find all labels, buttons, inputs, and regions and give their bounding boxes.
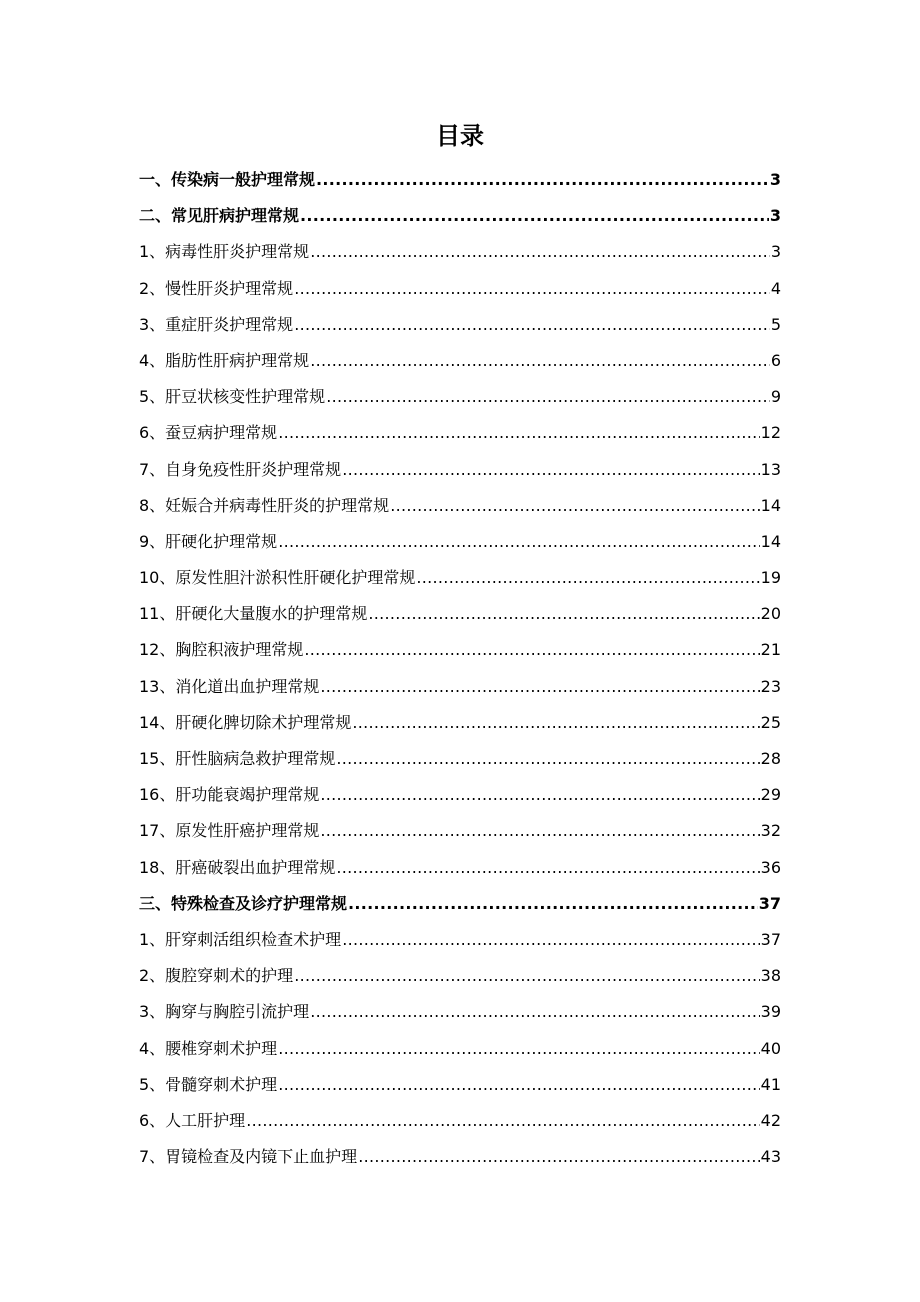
toc-dot-leader (358, 1139, 759, 1175)
toc-entry-page-number: 39 (760, 1002, 781, 1022)
toc-dot-leader (336, 850, 759, 886)
toc-entry[interactable] (139, 343, 781, 379)
toc-dot-leader (310, 343, 770, 379)
toc-entry[interactable] (139, 1031, 781, 1067)
toc-entry-label: 2、慢性肝炎护理常规 (139, 278, 294, 298)
toc-entry-label: 三、特殊检查及诊疗护理常规 (139, 893, 348, 913)
toc-entry-label: 4、腰椎穿刺术护理 (139, 1038, 278, 1058)
toc-dot-leader (294, 958, 759, 994)
toc-entry[interactable] (139, 162, 781, 198)
toc-entry-label: 8、妊娠合并病毒性肝炎的护理常规 (139, 495, 390, 515)
toc-entry[interactable] (139, 741, 781, 777)
toc-entry[interactable] (139, 632, 781, 668)
toc-entry-page-number: 43 (760, 1147, 781, 1167)
toc-dot-leader (320, 669, 759, 705)
toc-entry-label: 2、腹腔穿刺术的护理 (139, 966, 294, 986)
toc-entry-label: 7、胃镜检查及内镜下止血护理 (139, 1147, 358, 1167)
toc-entry-page-number: 5 (770, 314, 781, 334)
toc-title: 目录 (436, 122, 484, 150)
toc-entry-label: 4、脂肪性肝病护理常规 (139, 350, 310, 370)
toc-entry-page-number: 4 (770, 278, 781, 298)
toc-entry-page-number: 14 (760, 531, 781, 551)
toc-entry-label: 11、肝硬化大量腹水的护理常规 (139, 604, 368, 624)
toc-entry-label: 17、原发性肝癌护理常规 (139, 821, 320, 841)
toc-entry-page-number: 40 (760, 1038, 781, 1058)
toc-entry-label: 一、传染病一般护理常规 (139, 170, 316, 189)
toc-dot-leader (294, 271, 770, 307)
toc-entry-page-number: 3 (769, 206, 781, 226)
toc-entry-label: 6、人工肝护理 (139, 1110, 246, 1130)
toc-entry-label: 3、重症肝炎护理常规 (139, 314, 294, 334)
toc-entry-page-number: 37 (760, 929, 781, 949)
toc-entry[interactable] (139, 524, 781, 560)
toc-entry-label: 18、肝癌破裂出血护理常规 (139, 857, 336, 877)
toc-entry-page-number: 14 (760, 495, 781, 515)
toc-entry-page-number: 12 (760, 423, 781, 443)
toc-entry-page-number: 13 (760, 459, 781, 479)
toc-entry[interactable] (139, 813, 781, 849)
toc-entry-label: 3、胸穿与胸腔引流护理 (139, 1002, 310, 1022)
toc-entry-page-number: 41 (760, 1074, 781, 1094)
toc-entry-page-number: 28 (760, 749, 781, 768)
toc-entry[interactable] (139, 307, 781, 343)
toc-dot-leader (352, 705, 759, 741)
toc-entry-page-number: 20 (760, 604, 781, 624)
toc-dot-leader (326, 379, 770, 415)
toc-entry-page-number: 29 (760, 785, 781, 805)
toc-entry-page-number: 23 (760, 676, 781, 696)
toc-dot-leader (310, 994, 759, 1030)
toc-entry[interactable] (139, 922, 781, 958)
toc-entry[interactable] (139, 1103, 781, 1139)
toc-entry[interactable] (139, 886, 781, 922)
toc-entry-label: 10、原发性胆汁淤积性肝硬化护理常规 (139, 568, 416, 588)
toc-entry[interactable] (139, 596, 781, 632)
toc-entry-label: 5、肝豆状核变性护理常规 (139, 387, 326, 407)
toc-entry-label: 1、病毒性肝炎护理常规 (139, 242, 310, 262)
toc-entry[interactable] (139, 198, 781, 234)
toc-entry-label: 7、自身免疫性肝炎护理常规 (139, 459, 342, 479)
toc-entry-page-number: 32 (760, 821, 781, 841)
toc-entry-page-number: 21 (760, 640, 781, 660)
toc-entry[interactable] (139, 415, 781, 451)
toc-dot-leader (278, 524, 759, 560)
toc-entry-label: 二、常见肝病护理常规 (139, 206, 300, 226)
toc-dot-leader (278, 1067, 759, 1103)
toc-entry[interactable] (139, 452, 781, 488)
toc-dot-leader (320, 813, 759, 849)
table-of-contents (139, 162, 781, 1175)
toc-dot-leader (278, 415, 759, 451)
toc-dot-leader (304, 632, 759, 668)
toc-entry[interactable] (139, 1067, 781, 1103)
toc-entry-page-number: 3 (770, 242, 781, 262)
toc-dot-leader (316, 162, 769, 198)
toc-entry[interactable] (139, 560, 781, 596)
toc-dot-leader (336, 741, 759, 777)
toc-dot-leader (342, 452, 759, 488)
toc-entry-label: 12、胸腔积液护理常规 (139, 640, 304, 660)
toc-entry[interactable] (139, 234, 781, 270)
toc-entry-page-number: 9 (770, 387, 781, 407)
toc-dot-leader (342, 922, 759, 958)
toc-entry-label: 5、骨髓穿刺术护理 (139, 1074, 278, 1094)
toc-entry[interactable] (139, 1139, 781, 1175)
toc-entry-label: 9、肝硬化护理常规 (139, 531, 278, 551)
toc-entry-page-number: 3 (769, 170, 781, 189)
toc-entry-page-number: 6 (770, 350, 781, 370)
toc-entry-page-number: 25 (760, 712, 781, 732)
toc-entry-label: 15、肝性脑病急救护理常规 (139, 749, 336, 768)
toc-entry-page-number: 36 (760, 857, 781, 877)
toc-dot-leader (320, 777, 759, 813)
toc-dot-leader (368, 596, 759, 632)
toc-entry-page-number: 42 (760, 1110, 781, 1130)
toc-entry-label: 1、肝穿刺活组织检查术护理 (139, 929, 342, 949)
toc-entry-page-number: 19 (760, 568, 781, 588)
toc-dot-leader (294, 307, 770, 343)
toc-entry-page-number: 37 (758, 893, 781, 913)
toc-dot-leader (246, 1103, 759, 1139)
toc-dot-leader (278, 1031, 759, 1067)
toc-dot-leader (390, 488, 759, 524)
toc-entry[interactable] (139, 994, 781, 1030)
toc-entry[interactable] (139, 777, 781, 813)
toc-entry-label: 14、肝硬化脾切除术护理常规 (139, 712, 352, 732)
toc-dot-leader (416, 560, 759, 596)
toc-dot-leader (310, 234, 770, 270)
toc-dot-leader (300, 198, 769, 234)
toc-entry-label: 16、肝功能衰竭护理常规 (139, 785, 320, 805)
toc-entry[interactable] (139, 669, 781, 705)
toc-entry[interactable] (139, 850, 781, 886)
toc-entry-label: 13、消化道出血护理常规 (139, 676, 320, 696)
toc-entry[interactable] (139, 958, 781, 994)
toc-entry-label: 6、蚕豆病护理常规 (139, 423, 278, 443)
toc-dot-leader (348, 886, 758, 922)
toc-entry[interactable] (139, 379, 781, 415)
toc-entry[interactable] (139, 488, 781, 524)
toc-entry[interactable] (139, 271, 781, 307)
toc-entry-page-number: 38 (760, 966, 781, 986)
toc-entry[interactable] (139, 705, 781, 741)
